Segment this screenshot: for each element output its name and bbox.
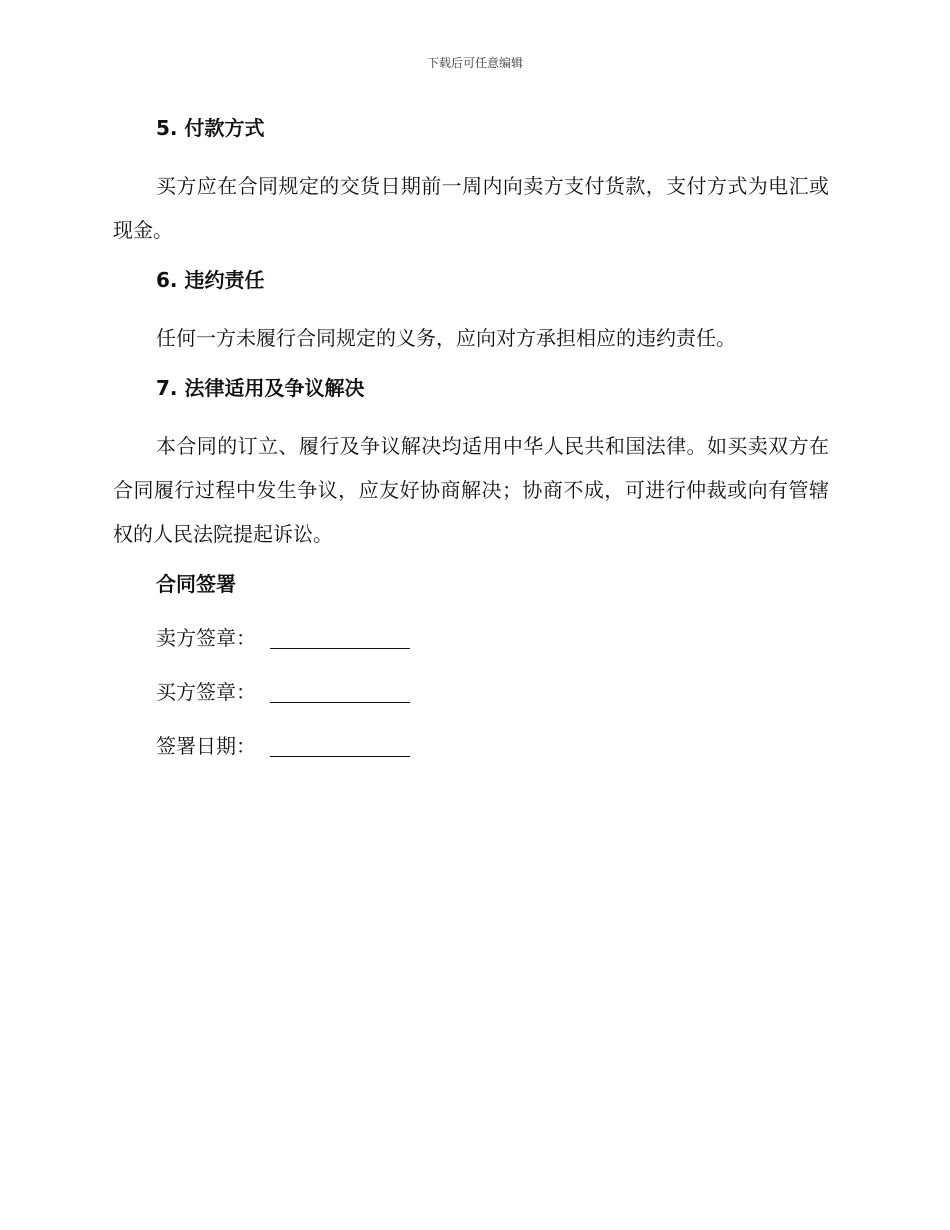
document-body xyxy=(113,112,829,762)
signing-date-label: 签署日期： xyxy=(156,734,256,758)
page-header-note: 下载后可任意编辑 xyxy=(426,56,523,70)
section-paragraph-law: 本合同的订立、履行及争议解决均适用中华人民共和国法律。如买卖双方在合同履行过程中发生争议，应友好协商解决；协商不成，可进行仲裁或向有管辖权的人民法院提起诉讼。 xyxy=(113,434,829,546)
signing-date-blank xyxy=(270,736,410,757)
section-heading-law: 7. 法律适用及争议解决 xyxy=(156,376,365,400)
seller-signature-line xyxy=(156,622,829,654)
seller-signature-blank xyxy=(270,628,410,649)
section-heading-breach: 6. 违约责任 xyxy=(156,268,265,292)
signing-date-line xyxy=(156,730,829,762)
section-heading-payment: 5. 付款方式 xyxy=(156,116,265,140)
buyer-signature-blank xyxy=(270,682,410,703)
buyer-signature-label: 买方签章： xyxy=(156,680,256,704)
section-paragraph-payment: 买方应在合同规定的交货日期前一周内向卖方支付货款，支付方式为电汇或现金。 xyxy=(113,174,829,242)
signing-heading: 合同签署 xyxy=(156,572,236,596)
section-paragraph-breach: 任何一方未履行合同规定的义务，应向对方承担相应的违约责任。 xyxy=(156,326,736,350)
seller-signature-label: 卖方签章： xyxy=(156,626,256,650)
buyer-signature-line xyxy=(156,676,829,708)
